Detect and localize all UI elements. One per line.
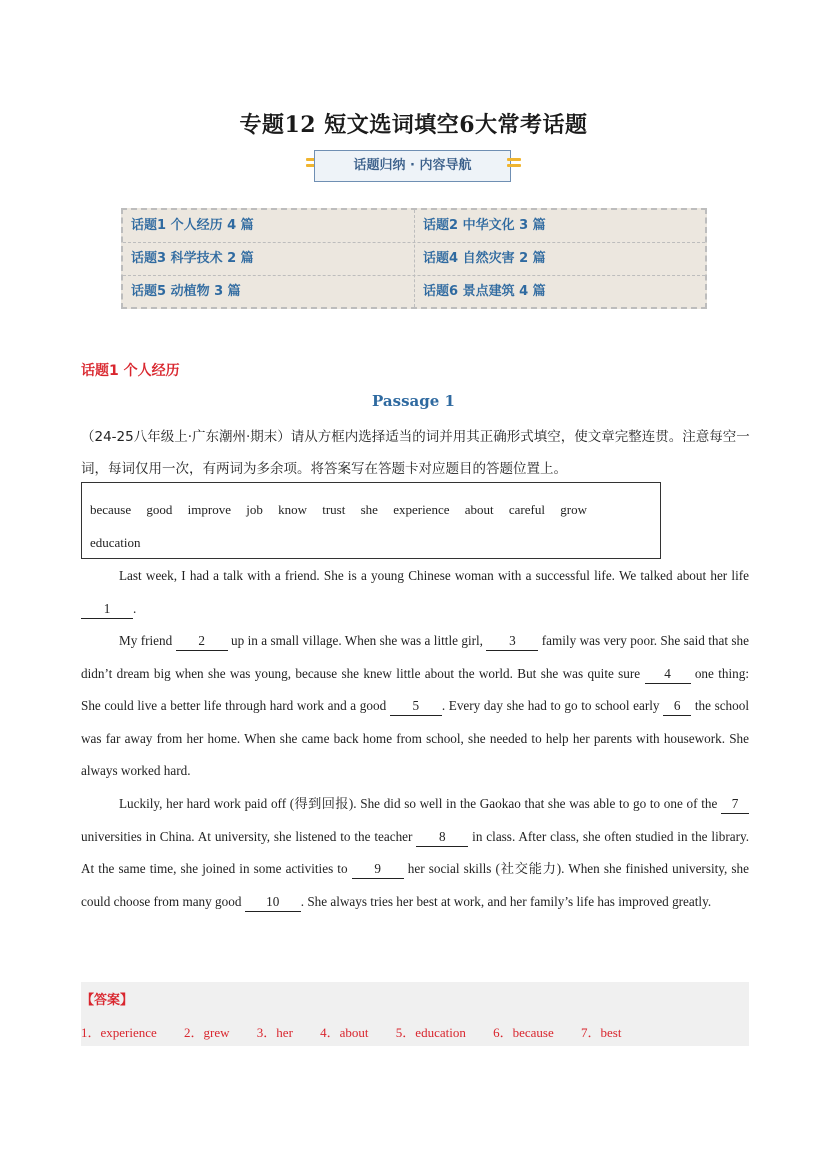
word-bank-item: careful: [508, 502, 545, 517]
answer-item: 6．because: [493, 1025, 554, 1040]
word-bank-item: improve: [187, 502, 231, 517]
answer-item: 4．about: [320, 1025, 369, 1040]
nav-item-topic-4[interactable]: 话题4 自然灾害 2 篇: [423, 251, 546, 266]
word-bank-item: because: [90, 502, 132, 517]
word-bank-item: good: [146, 502, 173, 517]
word-bank-item: experience: [393, 502, 450, 517]
paragraph-2: [81, 625, 749, 788]
paragraph-3: [81, 788, 749, 918]
word-bank-item: education: [90, 535, 141, 550]
section-banner: [306, 150, 521, 184]
paragraph-text: one thing: She could live a better life through hard work and a good: [81, 665, 749, 714]
word-bank-item: know: [278, 502, 307, 517]
answer-item: 3．her: [256, 1025, 293, 1040]
answer-box: [81, 982, 749, 1046]
passage-title: Passage 1: [372, 392, 455, 410]
answer-label: 【答案】: [81, 993, 134, 1008]
nav-item-topic-5[interactable]: 话题5 动植物 3 篇: [131, 284, 241, 299]
banner-bars-right-icon: [507, 158, 521, 174]
blank-5[interactable]: 5: [390, 697, 442, 716]
paragraph-text: in class. After class, she often studied in the library. At the same time, she joined in some activities to: [81, 828, 750, 877]
paragraph-text: . She always tries her best at work, and her family’s life has improved greatly.: [300, 893, 712, 909]
paragraph-text: My friend: [119, 633, 176, 648]
paragraph-text: up in a small village. When she was a little girl,: [227, 633, 487, 648]
blank-2[interactable]: 2: [176, 632, 228, 651]
word-bank-item: she: [360, 502, 378, 517]
blank-1[interactable]: 1: [81, 600, 133, 619]
word-bank-item: job: [246, 502, 263, 517]
answer-list: [81, 1022, 645, 1041]
blank-3[interactable]: 3: [486, 632, 538, 651]
blank-4[interactable]: 4: [645, 665, 691, 684]
blank-9[interactable]: 9: [352, 860, 404, 879]
paragraph-text: universities in China. At university, she listened to the teacher: [81, 828, 417, 844]
paragraph-text: family was very poor. She said that she didn’t dream big when she was young, because she knew little about the world. But she was quite sure: [81, 633, 749, 681]
paragraph-text: the school was far away from her home. When she came back home from school, she needed to help her parents with housework. She always worked hard.: [81, 698, 749, 779]
paragraph-text: .: [133, 600, 137, 616]
paragraph-text: her social skills (社交能力). When she finished university, she could choose from many good: [81, 861, 749, 909]
paragraph-1: [81, 560, 749, 625]
blank-7[interactable]: 7: [721, 795, 749, 814]
blank-10[interactable]: 10: [245, 893, 301, 912]
page-title: 专题12 短文选词填空6大常考话题: [239, 112, 588, 138]
paragraph-text: . Every day she had to go to school early: [441, 698, 664, 714]
answer-item: 2．grew: [184, 1025, 230, 1040]
nav-item-topic-3[interactable]: 话题3 科学技术 2 篇: [131, 251, 254, 266]
blank-6[interactable]: 6: [663, 697, 691, 716]
section-heading: 话题1 个人经历: [81, 363, 180, 379]
topic-navigation-table: [121, 208, 707, 309]
banner-label: 话题归纳 · 内容导航: [314, 150, 511, 182]
word-bank-item: trust: [322, 502, 346, 517]
answer-item: 1．experience: [81, 1025, 157, 1040]
word-bank-item: about: [464, 502, 494, 517]
nav-item-topic-6[interactable]: 话题6 景点建筑 4 篇: [423, 284, 546, 299]
answer-item: 7．best: [580, 1025, 622, 1040]
blank-8[interactable]: 8: [416, 828, 468, 847]
nav-item-topic-2[interactable]: 话题2 中华文化 3 篇: [423, 218, 546, 233]
word-bank-item: grow: [560, 502, 587, 517]
word-bank: [81, 482, 661, 559]
paragraph-text: Last week, I had a talk with a friend. She is a young Chinese woman with a successful life. We talked about her life: [119, 568, 749, 583]
instructions: （24-25八年级上·广东潮州·期末）请从方框内选择适当的词并用其正确形式填空，使文章完整连贯。注意每空一词，每词仅用一次，有两词为多余项。将答案写在答题卡对应题目的答题位置上。: [81, 429, 750, 477]
nav-item-topic-1[interactable]: 话题1 个人经历 4 篇: [131, 218, 254, 233]
paragraph-text: Luckily, her hard work paid off (得到回报). She did so well in the Gaokao that she was able to go to one of the: [119, 796, 721, 811]
answer-item: 5．education: [395, 1025, 466, 1040]
